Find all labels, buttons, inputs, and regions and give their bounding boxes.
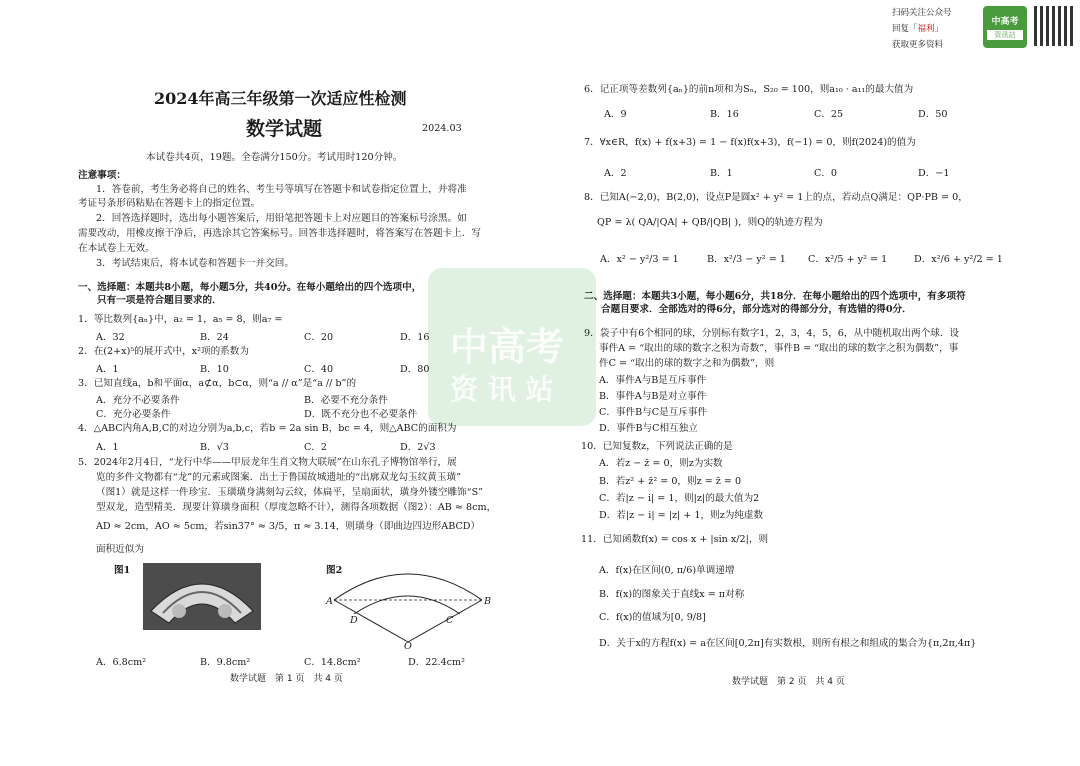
qr-code-icon: [1034, 6, 1074, 46]
q8-option-d: D．x²/6 + y²/2 = 1: [914, 254, 1003, 265]
q8-option-c: C．x²/5 + y² = 1: [808, 254, 888, 265]
section-1-heading: 一、选择题：本题共8小题，每小题5分，共40分。在每小题给出的四个选项中，: [78, 282, 422, 293]
q2-option-d: D．80: [400, 364, 430, 375]
promo-line-1: 扫码关注公众号: [892, 8, 952, 18]
q4-option-b: B．√3: [200, 442, 229, 453]
q5-option-d: D．22.4cm²: [408, 657, 465, 668]
q10-option-b: B．若z² + z̄² = 0，则z = z̄ = 0: [599, 476, 742, 487]
q6-option-a: A．9: [604, 109, 627, 120]
watermark-logo: 中高考 资 讯 站: [428, 268, 596, 426]
q5-option-b: B．9.8cm²: [200, 657, 251, 668]
note-line: 需要改动，用橡皮擦干净后，再选涂其它答案标号。回答非选择题时，将答案写在答题卡上．写: [78, 228, 481, 239]
q2-option-a: A．1: [96, 364, 119, 375]
point-label-c: C: [446, 615, 454, 626]
question-5-line: 型双龙，造型精美．现要计算璜身面积（厚度忽略不计），测得各项数据（图2）：AB ≈ 8cm，: [96, 502, 497, 513]
q7-option-b: B．1: [710, 168, 733, 179]
question-9-line: 9．袋子中有6个相同的球，分别标有数字1，2，3，4，5，6，从中随机取出两个球．设: [584, 328, 960, 339]
question-7-stem: 7．∀x∈R，f(x) + f(x+3) = 1 − f(x)f(x+3)，f(−1) = 0，则f(2024)的值为: [584, 137, 916, 148]
exam-date: 2024.03: [422, 123, 462, 134]
question-5-line: 览的多件文物都有“龙”的元素或图案．出土于鲁国故城遗址的“出廓双龙勾玉纹黄玉璜”: [96, 472, 461, 483]
exam-info: 本试卷共4页，19题。全卷满分150分。考试用时120分钟。: [146, 152, 403, 163]
q6-option-b: B．16: [710, 109, 739, 120]
jade-pendant-photo: [143, 563, 261, 630]
point-label-o: O: [404, 641, 412, 652]
note-line: 1．答卷前，考生务必将自己的姓名、考生号等填写在答题卡和试卷指定位置上，并将准: [96, 184, 467, 195]
exam-title: 2024年高三年级第一次适应性检测: [154, 89, 407, 108]
q1-option-d: D．16: [400, 332, 430, 343]
question-11-stem: 11．已知函数f(x) = cos x + |sin x/2|，则: [581, 534, 769, 545]
question-9-line: 事件A = “取出的球的数字之积为奇数”，事件B = “取出的球的数字之积为偶数”，事: [599, 343, 959, 354]
point-label-b: B: [484, 596, 492, 607]
q7-option-c: C．0: [814, 168, 838, 179]
q1-option-a: A．32: [96, 332, 125, 343]
note-line: 2．回答选择题时，选出每小题答案后，用铅笔把答题卡上对应题目的答案标号涂黑。如: [96, 213, 467, 224]
note-line: 3．考试结束后，将本试卷和答题卡一并交回。: [96, 258, 294, 269]
question-5-line: 5．2024年2月4日，“龙行中华——甲辰龙年生肖文物大联展”在山东孔子博物馆举行，展: [78, 457, 457, 468]
point-label-a: A: [326, 596, 333, 607]
q10-option-a: A．若z − z̄ = 0，则z为实数: [599, 458, 723, 469]
q11-option-d: D．关于x的方程f(x) = a在区间[0,2π]有实数根，则所有根之和组成的集合为{π,2π,4π}: [599, 638, 977, 649]
q3-option-d: D．既不充分也不必要条件: [304, 409, 418, 420]
q1-option-c: C．20: [304, 332, 334, 343]
page-footer-2: 数学试题 第 2 页 共 4 页: [732, 677, 845, 687]
q10-option-d: D．若|z − i| = |z| + 1，则z为纯虚数: [599, 510, 764, 521]
q11-option-b: B．f(x)的图象关于直线x = π对称: [599, 589, 745, 600]
q7-option-a: A．2: [604, 168, 627, 179]
point-label-d: D: [350, 615, 358, 626]
promo-line-3: 获取更多资料: [892, 40, 944, 50]
q5-option-c: C．14.8cm²: [304, 657, 361, 668]
q4-option-d: D．2√3: [400, 442, 436, 453]
q1-option-b: B．24: [200, 332, 229, 343]
section-2-heading: 二、选择题：本题共3小题，每小题6分，共18分．在每小题给出的四个选项中，有多项符: [584, 291, 966, 302]
q8-option-a: A．x² − y²/3 = 1: [600, 254, 679, 265]
notes-heading: 注意事项：: [78, 170, 126, 181]
exam-subtitle: 数学试题: [246, 118, 323, 140]
question-5-line: （图1）就是这样一件珍宝．玉璜璜身满刻勾云纹，体扁平，呈扇面状，璜身外镂空雕饰“S”: [96, 487, 484, 498]
q9-option-b: B．事件A与B是对立事件: [599, 391, 707, 402]
question-5-line: AD ≈ 2cm，AO ≈ 5cm，若sin37° ≈ 3/5，π ≈ 3.14，则璜身（即曲边四边形ABCD）: [96, 521, 481, 532]
question-8-line-2: QP = λ( QA/|QA| + QB/|QB| )，则Q的轨迹方程为: [597, 217, 823, 228]
question-4-stem: 4．△ABC内角A,B,C的对边分别为a,b,c，若b = 2a sin B，bc = 4，则△ABC的面积为: [78, 423, 457, 434]
sector-diagram: [322, 570, 492, 650]
q11-option-c: C．f(x)的值域为[0, 9/8]: [599, 612, 706, 623]
q4-option-a: A．1: [96, 442, 119, 453]
question-10-stem: 10．已知复数z，下列说法正确的是: [581, 441, 733, 452]
q5-option-a: A．6.8cm²: [96, 657, 147, 668]
question-1-stem: 1．等比数列{aₙ}中，a₂ = 1，a₅ = 8，则a₇ =: [78, 314, 283, 325]
page-footer-1: 数学试题 第 1 页 共 4 页: [230, 674, 343, 684]
q8-option-b: B．x²/3 − y² = 1: [707, 254, 786, 265]
site-logo: 中高考 资讯站: [983, 6, 1027, 48]
q11-option-a: A．f(x)在区间(0, π/6)单调递增: [599, 565, 735, 576]
q9-option-a: A．事件A与B是互斥事件: [599, 375, 707, 386]
q10-option-c: C．若|z − i| = 1，则|z|的最大值为2: [599, 493, 760, 504]
q9-option-c: C．事件B与C是互斥事件: [599, 407, 708, 418]
q4-option-c: C．2: [304, 442, 328, 453]
question-5-line: 面积近似为: [96, 544, 144, 555]
q6-option-c: C．25: [814, 109, 844, 120]
section-1-heading-cont: 只有一项是符合题目要求的．: [97, 295, 222, 306]
q7-option-d: D．−1: [918, 168, 950, 179]
figure-1-label: 图1: [114, 565, 131, 576]
question-6-stem: 6．记正项等差数列{aₙ}的前n项和为Sₙ，S₂₀ = 100，则a₁₀ · a₁₁的最大值为: [584, 84, 914, 95]
note-line: 考证号条形码粘贴在答题卡上的指定位置。: [78, 198, 261, 209]
q2-option-b: B．10: [200, 364, 229, 375]
q3-option-a: A．充分不必要条件: [96, 395, 180, 406]
q6-option-d: D．50: [918, 109, 948, 120]
question-3-stem: 3．已知直线a，b和平面α，a⊄α，b⊂α，则“a // α”是“a // b”的: [78, 378, 357, 389]
question-8-line-1: 8．已知A(−2,0)，B(2,0)，设点P是圆x² + y² = 1上的点，若动点Q满足：QP·PB = 0，: [584, 192, 968, 203]
q3-option-b: B．必要不充分条件: [304, 395, 388, 406]
section-2-heading-cont: 合题目要求．全部选对的得6分，部分选对的得部分分，有选错的得0分．: [601, 304, 912, 315]
q3-option-c: C．充分必要条件: [96, 409, 171, 420]
question-9-line: 件C = “取出的球的数字之和为偶数”，则: [599, 358, 775, 369]
q2-option-c: C．40: [304, 364, 334, 375]
q9-option-d: D．事件B与C相互独立: [599, 423, 698, 434]
figure-2-label: 图2: [326, 565, 343, 576]
question-2-stem: 2．在(2+x)⁵的展开式中，x²项的系数为: [78, 346, 249, 357]
promo-line-2: 回复「福利」: [892, 24, 944, 34]
note-line: 在本试卷上无效。: [78, 243, 155, 254]
